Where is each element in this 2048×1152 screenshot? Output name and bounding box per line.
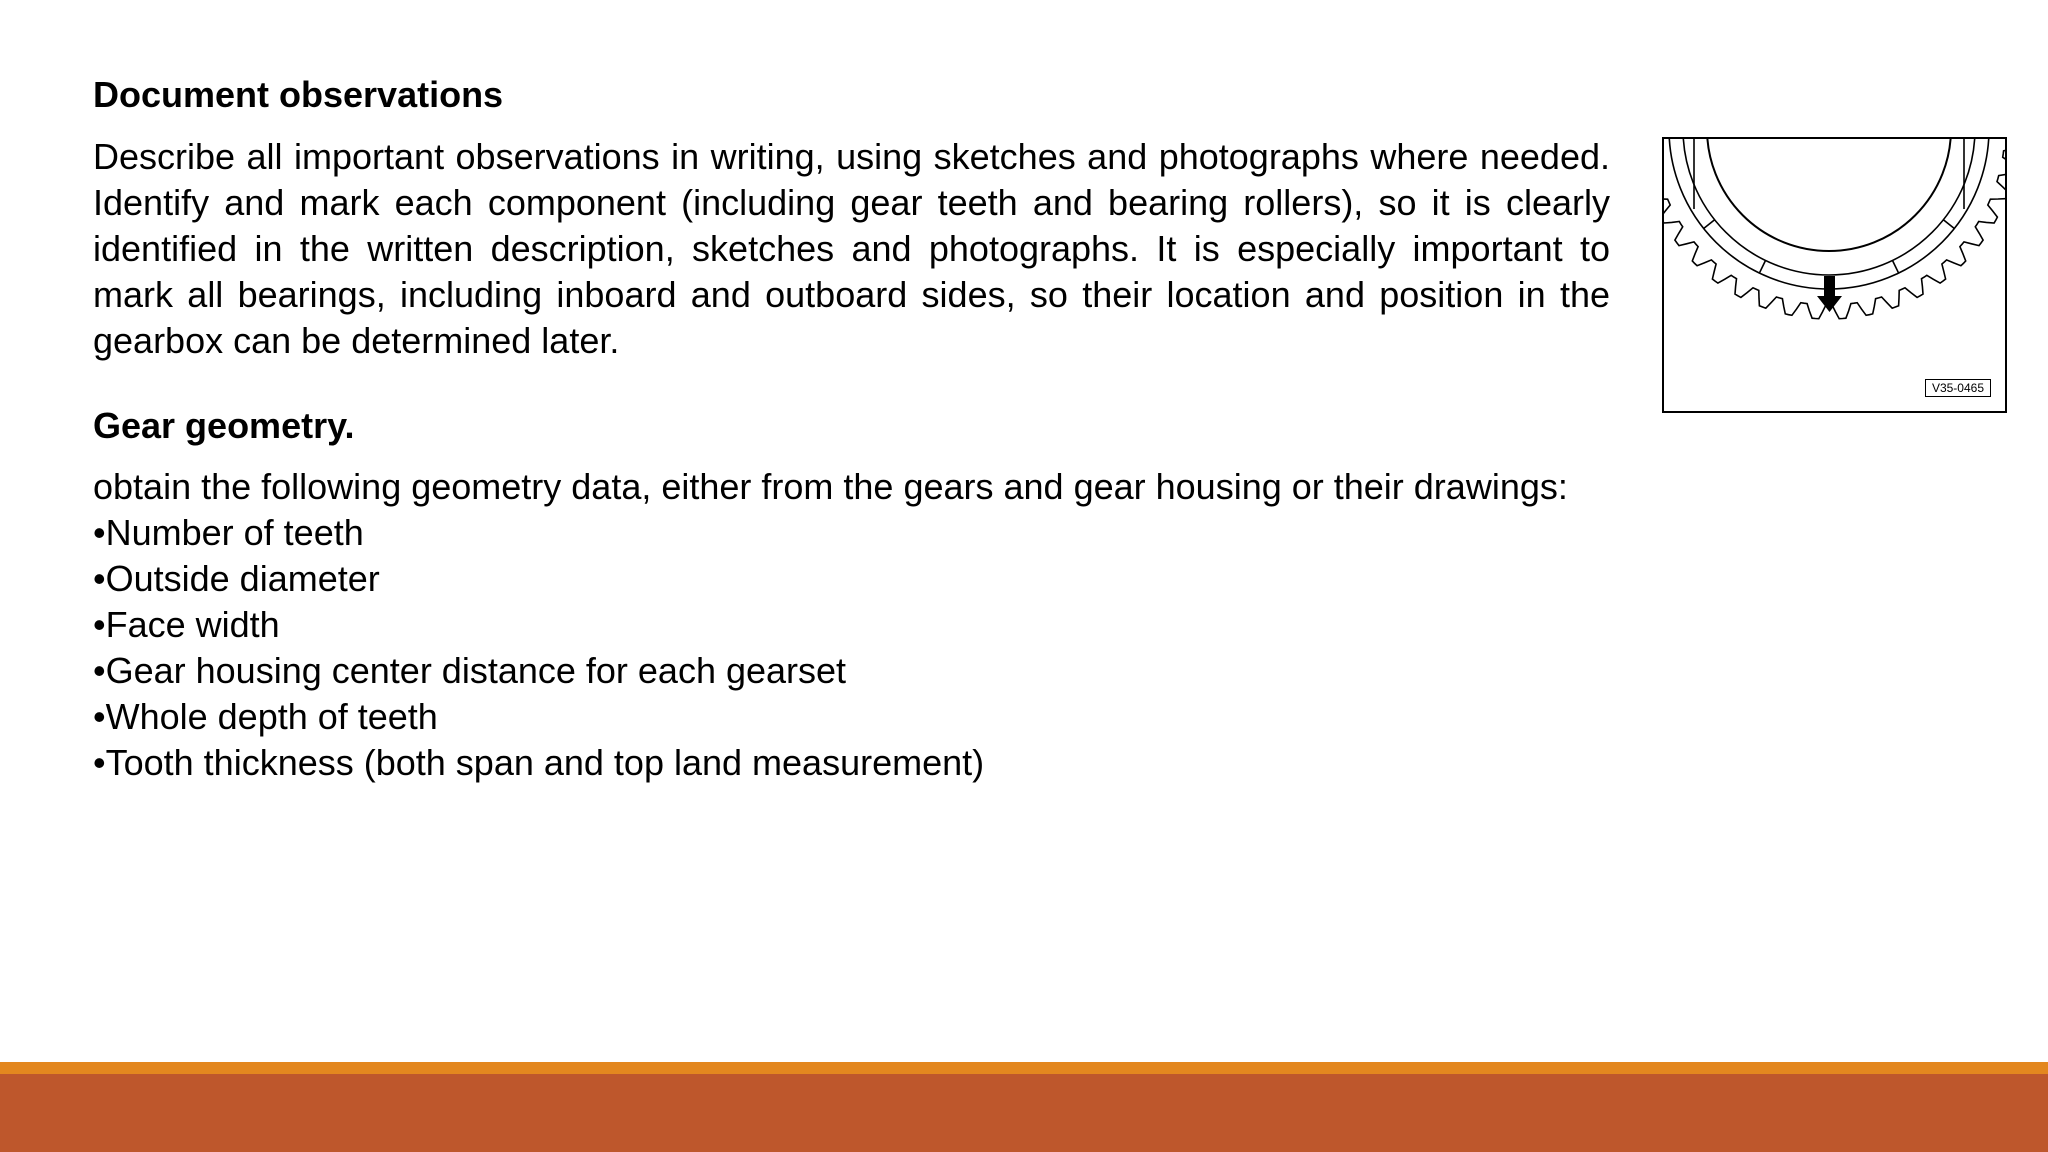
bullet-face-width: •Face width: [93, 604, 280, 645]
bullet-tooth-thickness: •Tooth thickness (both span and top land measurement): [93, 742, 985, 783]
gear-figure: [1662, 137, 2007, 413]
geometry-bullet-list: [93, 510, 984, 786]
bullet-whole-depth: •Whole depth of teeth: [93, 696, 438, 737]
observations-paragraph: Describe all important observations in writing, using sketches and photographs where needed. Identify and mark each component (including gear teeth and bearing rollers), so it is clearly identified in the written description, sketches and photographs. It is especially important to mark all bearings, including inboard and outboard sides, so their location and position in the gearbox can be determined later.: [93, 136, 1610, 361]
figure-label: V35-0465: [1925, 379, 1991, 397]
section-title-gear-geometry: Gear geometry.: [93, 405, 355, 446]
bullet-outside-diameter: •Outside diameter: [93, 558, 380, 599]
bullet-number-of-teeth: •Number of teeth: [93, 512, 364, 553]
bullet-center-distance: •Gear housing center distance for each gearset: [93, 650, 847, 691]
gear-ring-drawing-icon: [1664, 139, 2005, 411]
section-title-document-observations: Document observations: [93, 74, 504, 115]
footer-band-dark: [0, 1074, 2048, 1152]
footer-band-light: [0, 1062, 2048, 1074]
geometry-intro: obtain the following geometry data, either from the gears and gear housing or their drawings:: [93, 466, 1568, 507]
